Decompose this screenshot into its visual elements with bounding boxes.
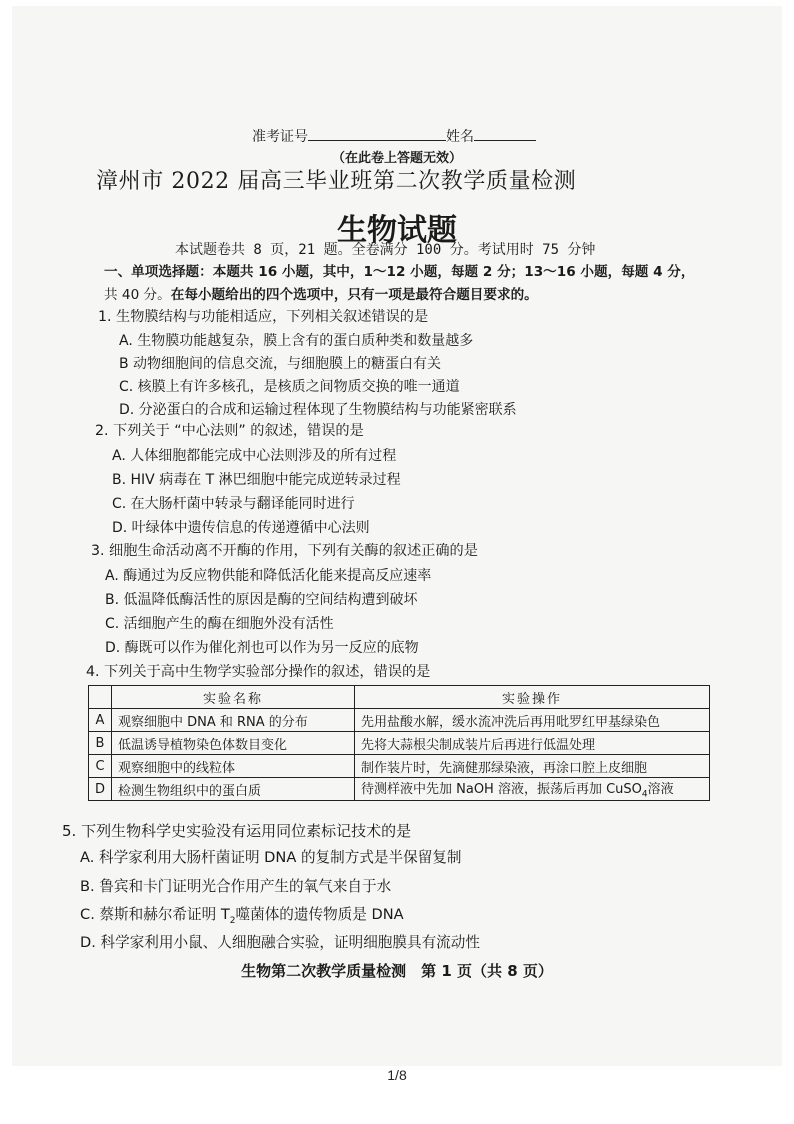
option: D. 科学家利用小鼠、人细胞融合实验，证明细胞膜具有流动性 [80,934,480,951]
option: C. 核膜上有许多核孔，是核质之间物质交换的唯一通道 [119,379,460,395]
experiment-operation [355,778,710,801]
subject-title: 生物试题 [337,213,457,248]
section-heading: 一、单项选择题：本题共 16 小题，其中，1～12 小题，每题 2 分；13～16 小题，每题 4 分， [104,264,695,280]
experiment-name: 观察细胞中 DNA 和 RNA 的分布 [112,709,355,732]
table-header: 实验名称 [112,686,355,709]
option: B. 鲁宾和卡门证明光合作用产生的氧气来自于水 [80,878,392,895]
row-key: D [89,778,112,801]
option: B 动物细胞间的信息交流，与细胞膜上的糖蛋白有关 [119,356,442,372]
exam-id-label: 准考证号 [252,129,308,145]
option: C. 活细胞产生的酶在细胞外没有活性 [105,616,334,632]
question-stem: 5. 下列生物科学史实验没有运用同位素标记技术的是 [62,822,412,840]
option-text: 噬菌体的遗传物质是 DNA [235,906,404,923]
exam-title: 漳州市 2022 届高三毕业班第二次教学质量检测 [96,169,577,194]
option: B. 低温降低酶活性的原因是酶的空间结构遭到破坏 [105,592,418,608]
option: A. 酶通过为反应物供能和降低活化能来提高反应速率 [105,568,432,584]
experiment-name: 低温诱导植物染色体数目变化 [112,732,355,755]
option-text: C. 蔡斯和赫尔希证明 T [80,906,230,923]
table-header: 实验操作 [355,686,710,709]
option: A. 生物膜功能越复杂，膜上含有的蛋白质种类和数量越多 [119,333,474,349]
table-header-row [89,686,710,709]
option: C. 在大肠杆菌中转录与翻译能同时进行 [112,496,355,512]
operation-text: 溶液 [647,782,674,798]
row-key: C [89,755,112,778]
experiment-operation: 先将大蒜根尖制成装片后再进行低温处理 [355,732,710,755]
section-heading-cont [104,283,538,303]
row-key: B [89,732,112,755]
experiment-operation: 先用盐酸水解，缓水流冲洗后再用吡罗红甲基绿染色 [355,709,710,732]
table-row [89,709,710,732]
question-stem: 4. 下列关于高中生物学实验部分操作的叙述，错误的是 [86,664,431,680]
option: A. 科学家利用大肠杆菌证明 DNA 的复制方式是半保留复制 [80,849,462,866]
section-score: 共 40 分。 [104,287,171,303]
operation-text: 待测样液中先加 NaOH 溶液，振荡后再加 CuSO [361,782,642,798]
subscript: 4 [641,789,648,800]
experiment-operation: 制作装片时，先滴健那绿染液，再涂口腔上皮细胞 [355,755,710,778]
question-stem: 3. 细胞生命活动离不开酶的作用，下列有关酶的叙述正确的是 [91,543,478,559]
table-corner [89,686,112,709]
row-key: A [89,709,112,732]
table-row [89,732,710,755]
option: D. 叶绿体中遗传信息的传递遵循中心法则 [112,520,370,536]
table-row [89,778,710,801]
paper-info: 本试题卷共 8 页，21 题。全卷满分 100 分。考试用时 75 分钟 [175,242,596,258]
notice: （在此卷上答题无效） [332,151,463,166]
experiment-name: 观察细胞中的线粒体 [112,755,355,778]
option [80,903,404,926]
option: D. 分泌蛋白的合成和运输过程体现了生物膜结构与功能紧密联系 [119,402,517,418]
name-blank [474,128,536,141]
subscript: 2 [229,915,236,926]
page-footer: 生物第二次教学质量检测 第 1 页（共 8 页） [241,962,553,980]
option: B. HIV 病毒在 T 淋巴细胞中能完成逆转录过程 [112,472,401,488]
section-instruction: 在每小题给出的四个选项中，只有一项是最符合题目要求的。 [170,287,538,303]
experiment-table [88,685,710,801]
table-row [89,755,710,778]
experiment-name: 检测生物组织中的蛋白质 [112,778,355,801]
exam-id-blank [308,128,446,141]
question-stem: 1. 生物膜结构与功能相适应，下列相关叙述错误的是 [98,309,429,325]
name-label: 姓名 [446,129,474,145]
page-number: 1/8 [387,1067,407,1083]
option: D. 酶既可以作为催化剂也可以作为另一反应的底物 [105,640,419,656]
exam-id-line [252,126,536,146]
option: A. 人体细胞都能完成中心法则涉及的所有过程 [112,448,397,464]
question-stem: 2. 下列关于 “中心法则” 的叙述，错误的是 [95,423,364,439]
